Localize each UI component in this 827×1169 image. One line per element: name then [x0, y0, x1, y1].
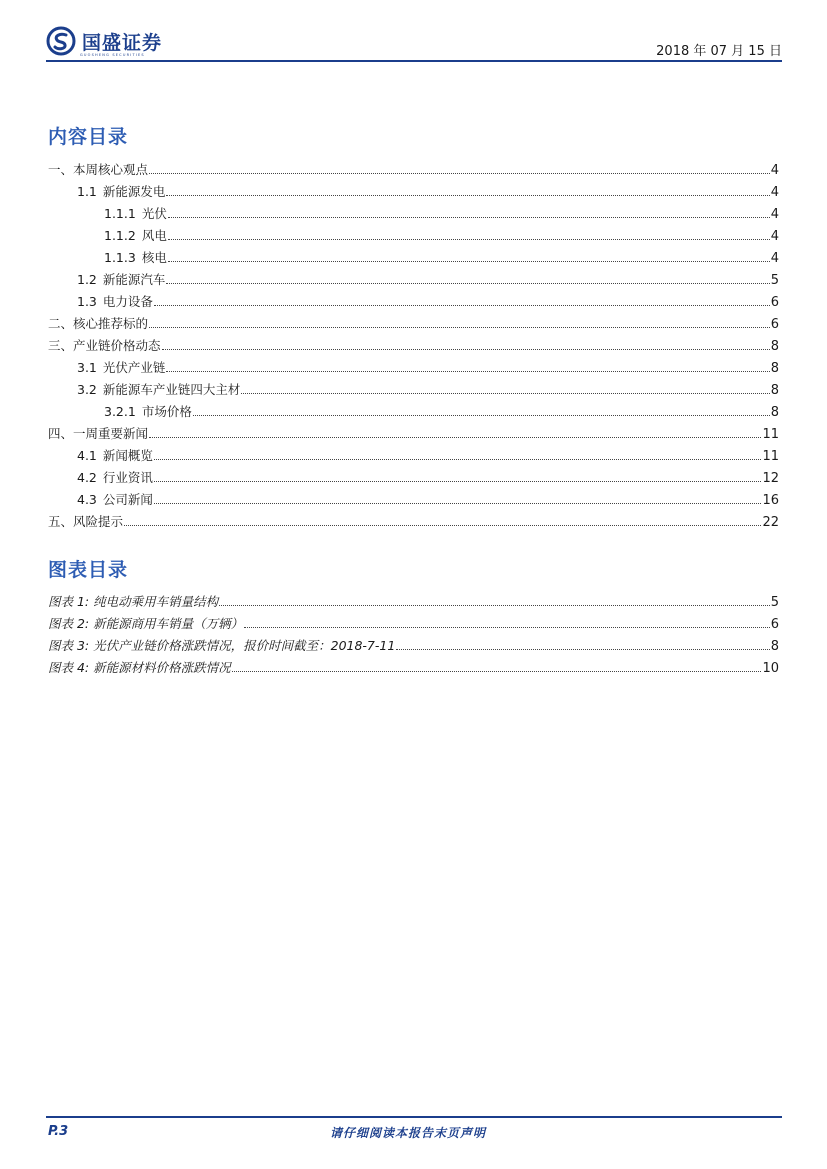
- toc-entry-leader: [168, 239, 770, 240]
- toc-entry-page: 12: [762, 471, 779, 486]
- toc-entry[interactable]: [48, 288, 779, 310]
- figure-entry[interactable]: [48, 610, 779, 632]
- toc-entry-title: [48, 424, 148, 442]
- figure-list-title: 图表目录: [48, 559, 129, 581]
- toc-entry[interactable]: [48, 508, 779, 530]
- toc-entry-number: 1.3: [77, 294, 97, 309]
- toc-entry-text: 光伏产业链: [102, 360, 166, 375]
- toc-entry-leader: [166, 371, 769, 372]
- toc-entry-text: 新闻概览: [102, 448, 153, 463]
- page-number: P.3: [48, 1124, 69, 1139]
- toc-entry[interactable]: [48, 486, 779, 508]
- toc-entry-title: [77, 490, 153, 508]
- toc-entry-title: [48, 314, 148, 332]
- toc-entry-leader: [241, 393, 769, 394]
- toc-entry-title: [77, 292, 153, 310]
- toc-entry-title: [48, 336, 161, 354]
- figure-list: [48, 588, 779, 676]
- toc-entry[interactable]: [48, 420, 779, 442]
- toc-entry-title: [104, 226, 167, 244]
- toc-entry-title: [77, 182, 165, 200]
- toc-entry-text: 新能源汽车: [102, 272, 166, 287]
- figure-entry-title: [48, 636, 395, 654]
- company-sub-name: GUOSHENG SECURITIES: [80, 53, 145, 57]
- figure-entry-page: 10: [762, 661, 779, 676]
- toc-entry[interactable]: [48, 464, 779, 486]
- toc-entry[interactable]: [48, 332, 779, 354]
- figure-entry-leader: [232, 671, 762, 672]
- toc-entry-number: 3.1: [77, 360, 97, 375]
- toc-entry[interactable]: [48, 310, 779, 332]
- company-name: 国盛证券: [82, 31, 163, 54]
- toc-entry-page: 4: [770, 251, 779, 266]
- toc-entry-title: [77, 358, 165, 376]
- toc-entry-leader: [154, 503, 762, 504]
- figure-entry-page: 8: [770, 639, 779, 654]
- toc-entry-number: 4.2: [77, 470, 97, 485]
- toc-entry-text: 风电: [141, 228, 167, 243]
- figure-entry[interactable]: [48, 654, 779, 676]
- figure-entry-title: [48, 658, 231, 676]
- figure-entry-page: 6: [770, 617, 779, 632]
- toc-entry-title: [48, 160, 148, 178]
- toc-title: 内容目录: [48, 126, 129, 148]
- toc-entry-leader: [166, 195, 769, 196]
- toc-entry-leader: [166, 283, 769, 284]
- toc-entry-page: 4: [770, 163, 779, 178]
- toc-entry-page: 4: [770, 207, 779, 222]
- toc-entry-text: 公司新闻: [102, 492, 153, 507]
- toc-entry-number: 1.1.2: [104, 228, 136, 243]
- toc-entry-title: [104, 248, 167, 266]
- toc-entry-title: [48, 512, 123, 530]
- figure-entry-text: 图表 4: 新能源材料价格涨跌情况: [48, 660, 231, 675]
- toc-entry-title: [77, 468, 153, 486]
- toc-entry-text: 三、产业链价格动态: [48, 338, 161, 353]
- toc-entry[interactable]: [48, 442, 779, 464]
- toc-entry-text: 市场价格: [141, 404, 192, 419]
- figure-entry-text: 图表 1: 纯电动乘用车销量结构: [48, 594, 219, 609]
- figure-entry-page: 5: [770, 595, 779, 610]
- toc-entry-page: 22: [762, 515, 779, 530]
- toc-entry-number: 4.1: [77, 448, 97, 463]
- figure-entry-title: [48, 592, 218, 610]
- toc-entry-text: 新能源车产业链四大主材: [102, 382, 241, 397]
- toc-entry-leader: [193, 415, 770, 416]
- toc-entry-number: 3.2.1: [104, 404, 136, 419]
- toc-entry-text: 四、一周重要新闻: [48, 426, 149, 441]
- toc-list: [48, 156, 779, 530]
- guosheng-logo-icon: [46, 26, 76, 56]
- toc-entry-title: [77, 270, 165, 288]
- toc-entry-page: 8: [770, 339, 779, 354]
- toc-entry-page: 8: [770, 383, 779, 398]
- toc-entry-page: 11: [762, 449, 779, 464]
- toc-entry-leader: [154, 481, 762, 482]
- figure-entry-leader: [219, 605, 770, 606]
- toc-entry-page: 8: [770, 405, 779, 420]
- toc-entry-text: 行业资讯: [102, 470, 153, 485]
- toc-entry-page: 6: [770, 295, 779, 310]
- figure-entry[interactable]: [48, 632, 779, 654]
- figure-entry-text: 图表 3: 光伏产业链价格涨跌情况，报价时间截至：2018-7-11: [48, 638, 396, 653]
- toc-entry-number: 1.1: [77, 184, 97, 199]
- toc-entry-page: 11: [762, 427, 779, 442]
- toc-entry-text: 五、风险提示: [48, 514, 124, 529]
- toc-entry-page: 4: [770, 185, 779, 200]
- toc-entry-text: 核电: [141, 250, 167, 265]
- toc-entry-leader: [168, 217, 770, 218]
- toc-entry[interactable]: [48, 156, 779, 178]
- toc-entry-text: 电力设备: [102, 294, 153, 309]
- toc-entry-leader: [149, 173, 770, 174]
- toc-entry[interactable]: [48, 266, 779, 288]
- toc-entry-number: 1.2: [77, 272, 97, 287]
- toc-entry-leader: [168, 261, 770, 262]
- toc-entry-number: 1.1.1: [104, 206, 136, 221]
- toc-entry-number: 4.3: [77, 492, 97, 507]
- toc-entry-page: 5: [770, 273, 779, 288]
- toc-entry-text: 新能源发电: [102, 184, 166, 199]
- toc-entry-number: 1.1.3: [104, 250, 136, 265]
- toc-entry-leader: [154, 305, 770, 306]
- company-logo: [46, 26, 162, 56]
- toc-entry[interactable]: [48, 354, 779, 376]
- figure-entry-text: 图表 2: 新能源商用车销量（万辆）: [48, 616, 244, 631]
- toc-entry[interactable]: [48, 200, 779, 222]
- toc-entry-page: 16: [762, 493, 779, 508]
- toc-entry-leader: [124, 525, 761, 526]
- toc-entry-text: 光伏: [141, 206, 167, 221]
- toc-entry-text: 二、核心推荐标的: [48, 316, 149, 331]
- page-header: [46, 22, 782, 62]
- figure-entry-leader: [244, 627, 770, 628]
- toc-entry[interactable]: [48, 376, 779, 398]
- toc-entry[interactable]: [48, 178, 779, 200]
- toc-entry-page: 8: [770, 361, 779, 376]
- toc-entry[interactable]: [48, 244, 779, 266]
- toc-entry-title: [77, 380, 240, 398]
- toc-entry-text: 一、本周核心观点: [48, 162, 149, 177]
- toc-entry-page: 6: [770, 317, 779, 332]
- figure-entry-title: [48, 614, 243, 632]
- toc-entry-title: [104, 204, 167, 222]
- figure-entry[interactable]: [48, 588, 779, 610]
- header-divider: [46, 60, 782, 62]
- toc-entry-page: 4: [770, 229, 779, 244]
- toc-entry-leader: [149, 437, 761, 438]
- footer-divider: [46, 1116, 782, 1118]
- toc-entry[interactable]: [48, 398, 779, 420]
- toc-entry-title: [104, 402, 192, 420]
- report-date: 2018 年 07 月 15 日: [656, 44, 782, 59]
- figure-entry-leader: [396, 649, 769, 650]
- toc-entry-title: [77, 446, 153, 464]
- disclaimer-text: 请仔细阅读本报告末页声明: [330, 1126, 487, 1140]
- toc-entry-leader: [149, 327, 770, 328]
- toc-entry-number: 3.2: [77, 382, 97, 397]
- toc-entry-leader: [154, 459, 762, 460]
- toc-entry[interactable]: [48, 222, 779, 244]
- toc-entry-leader: [162, 349, 770, 350]
